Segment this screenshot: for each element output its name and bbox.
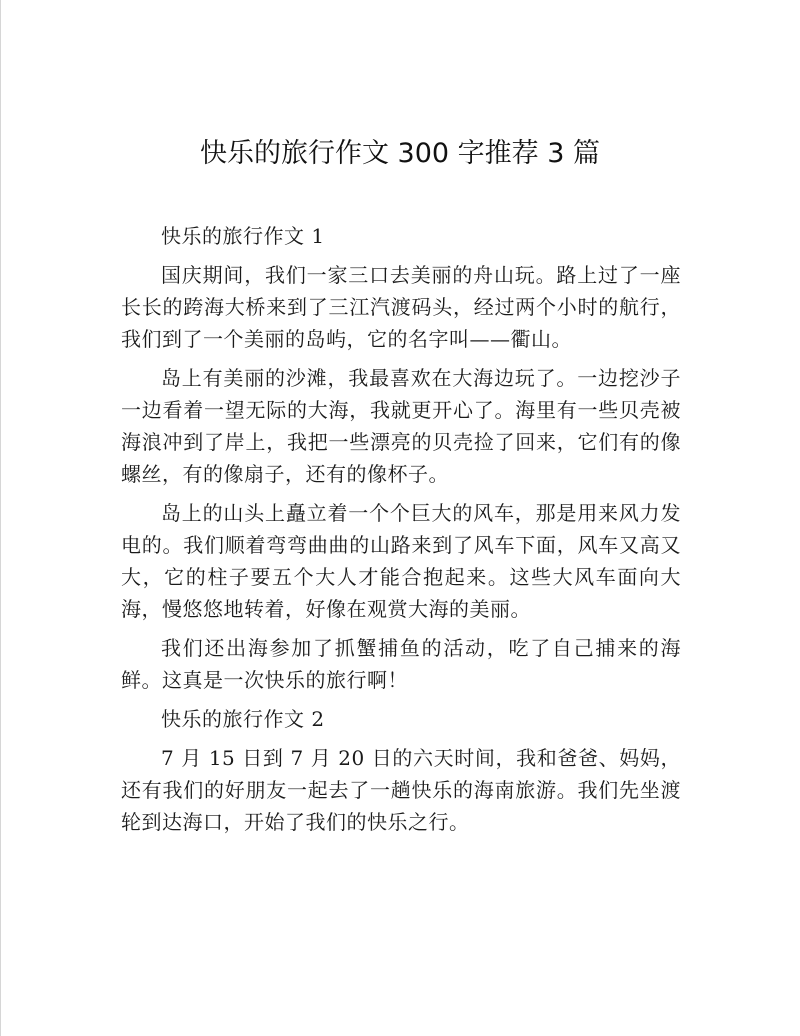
paragraph: 岛上有美丽的沙滩，我最喜欢在大海边玩了。一边挖沙子一边看着一望无际的大海，我就更开心了。海里有一些贝壳被海浪冲到了岸上，我把一些漂亮的贝壳捡了回来，它们有的像螺丝，有的像扇子，还有的像杯子。 [121,366,681,486]
section-heading-1: 快乐的旅行作文 1 [161,224,325,248]
paragraph: 国庆期间，我们一家三口去美丽的舟山玩。路上过了一座长长的跨海大桥来到了三江汽渡码头，经过两个小时的航行，我们到了一个美丽的岛屿，它的名字叫——衢山。 [121,263,681,351]
paragraph: 岛上的山头上矗立着一个个巨大的风车，那是用来风力发电的。我们顺着弯弯曲曲的山路来到了风车下面，风车又高又大，它的柱子要五个大人才能合抱起来。这些大风车面向大海，慢悠悠地转着，好像在观赏大海的美丽。 [121,501,681,621]
paragraph: 我们还出海参加了抓蟹捕鱼的活动，吃了自己捕来的海鲜。这真是一次快乐的旅行啊！ [121,636,681,692]
document-title: 快乐的旅行作文 300 字推荐 3 篇 [199,138,601,169]
document-body [121,220,681,845]
section-heading-2: 快乐的旅行作文 2 [161,707,325,731]
paragraph: 7 月 15 日到 7 月 20 日的六天时间，我和爸爸、妈妈，还有我们的好朋友一起去了一趟快乐的海南旅游。我们先坐渡轮到达海口，开始了我们的快乐之行。 [121,746,681,834]
